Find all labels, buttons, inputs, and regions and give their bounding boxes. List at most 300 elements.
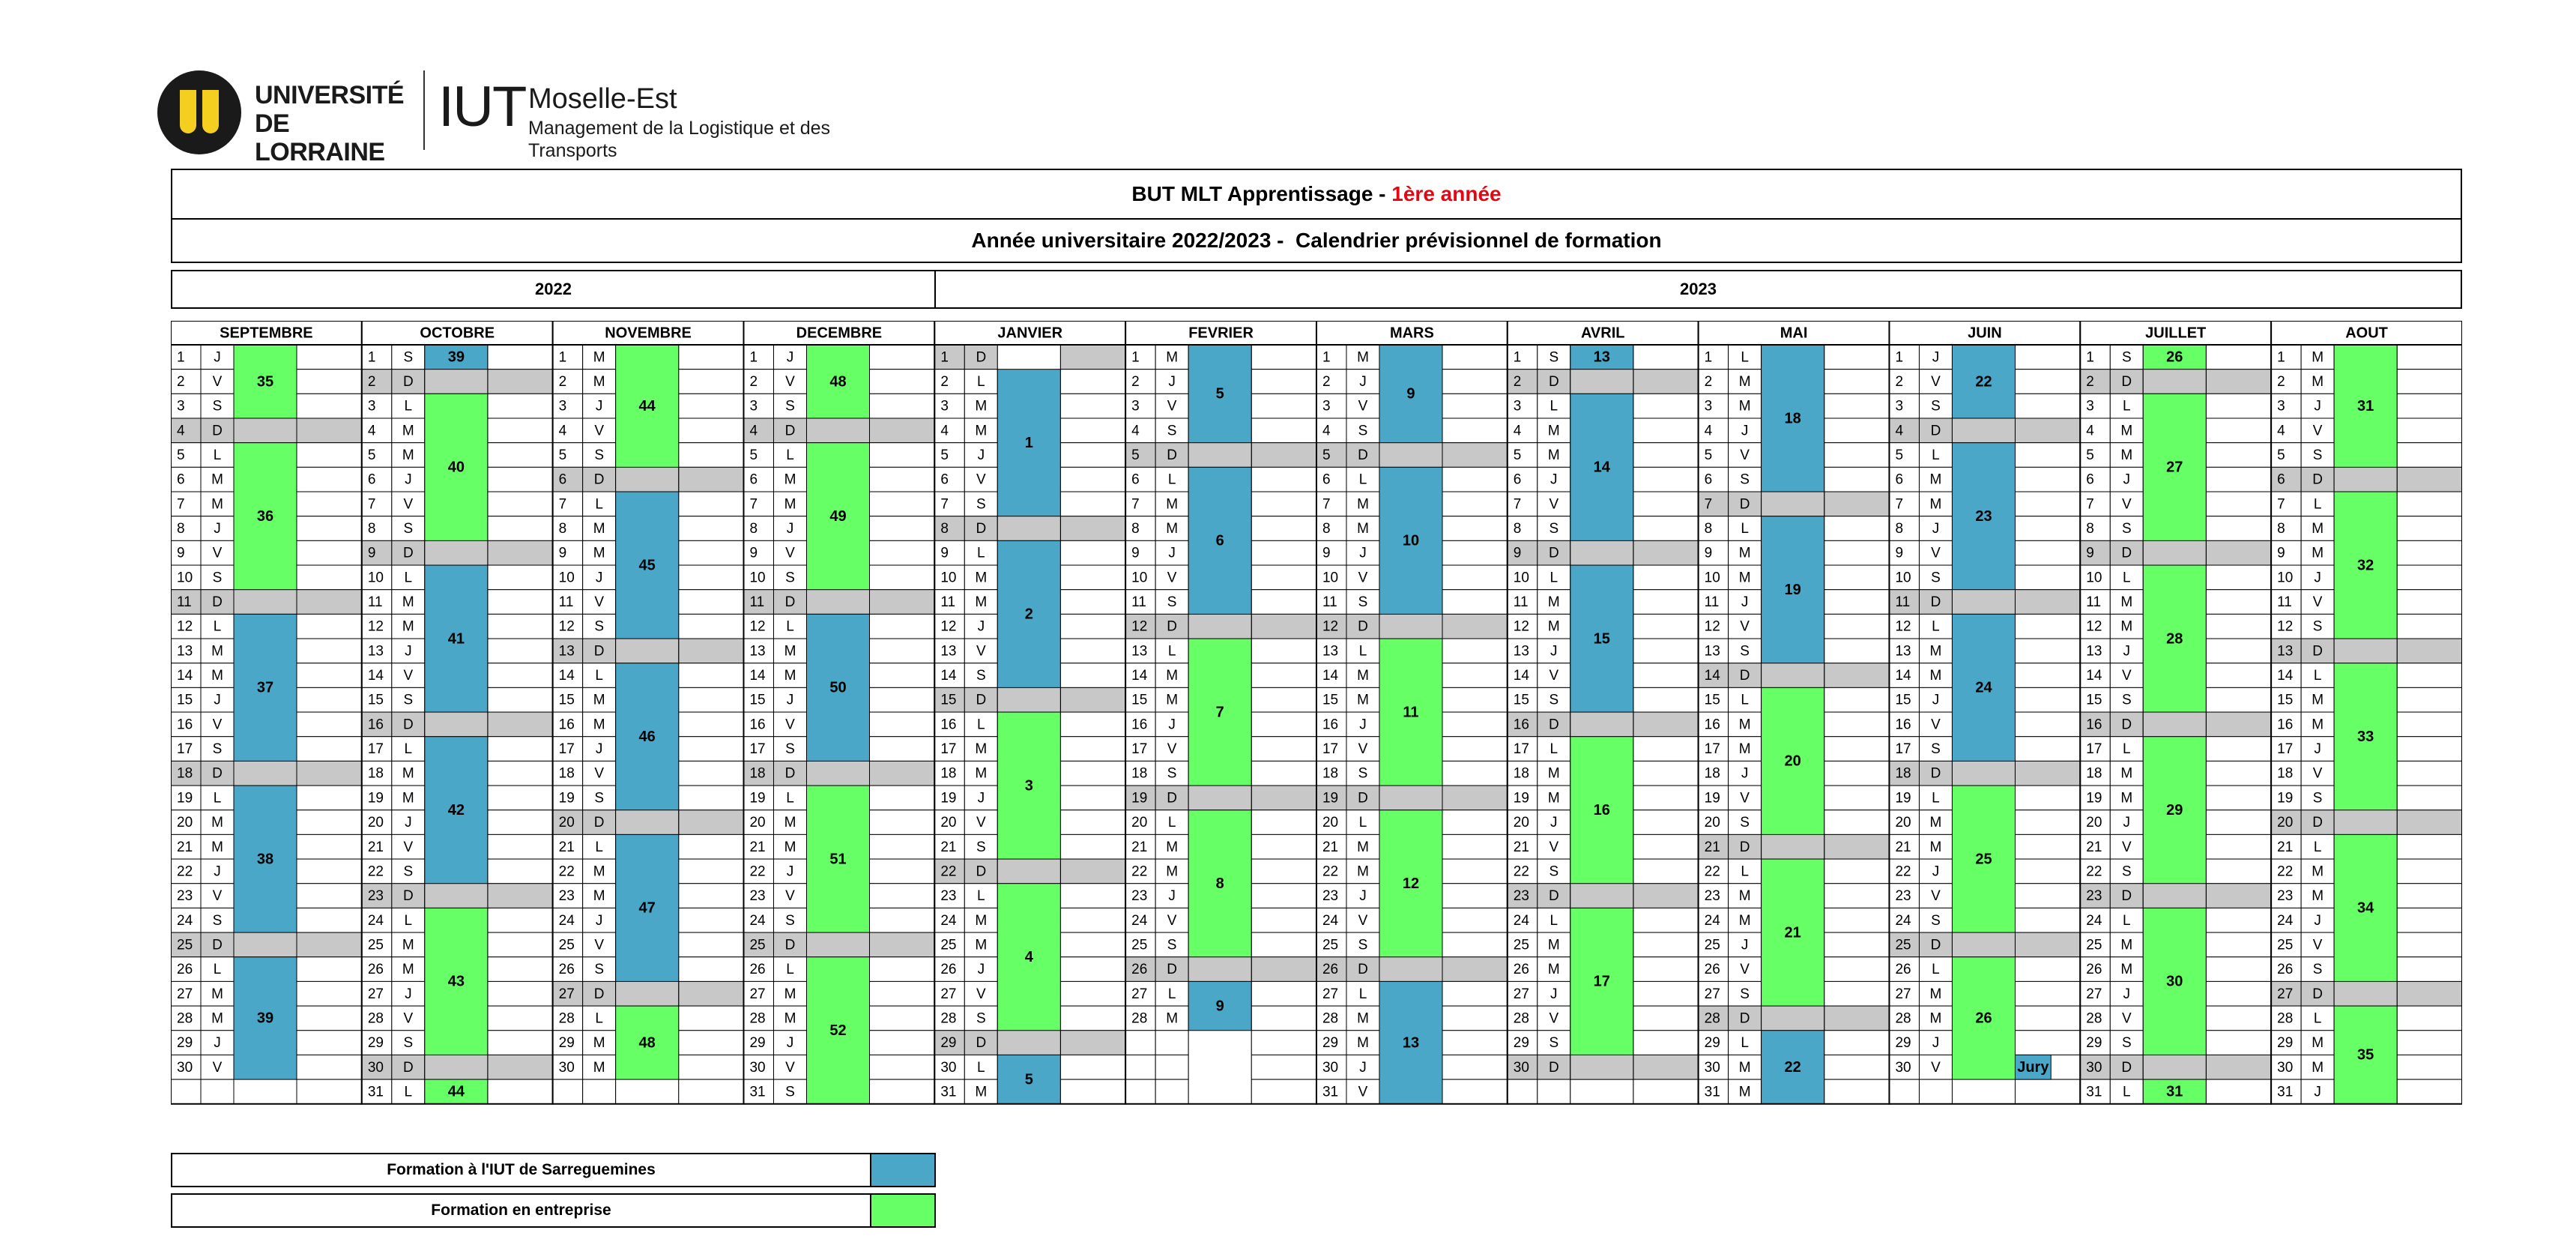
blank-cell xyxy=(488,712,553,737)
blank-cell xyxy=(1633,614,1699,639)
day-number: 27 xyxy=(1895,986,1911,1002)
month-column xyxy=(2080,321,2271,1104)
day-number: 18 xyxy=(1322,765,1339,782)
blank-cell xyxy=(1824,761,1890,786)
blank-cell xyxy=(1824,639,1890,663)
day-number: 19 xyxy=(1513,790,1529,807)
day-letter: S xyxy=(1740,471,1750,488)
blank-cell xyxy=(1824,957,1890,982)
day-number: 26 xyxy=(2086,962,2102,978)
day-number: 17 xyxy=(1895,741,1911,758)
day-letter: J xyxy=(214,1035,221,1052)
day-number: 15 xyxy=(1895,692,1911,708)
day-number: 25 xyxy=(367,937,384,953)
day-letter: S xyxy=(976,839,986,855)
day-number: 26 xyxy=(1513,962,1529,978)
day-letter: L xyxy=(2313,1010,2322,1027)
day-number: 4 xyxy=(1322,423,1331,439)
blank-cell xyxy=(2206,467,2271,492)
day-letter: D xyxy=(402,888,414,905)
blank-cell xyxy=(1442,834,1508,859)
blank-cell xyxy=(2397,908,2462,932)
day-number: 16 xyxy=(1513,717,1529,733)
day-letter: M xyxy=(1738,1084,1751,1100)
day-letter: L xyxy=(1167,471,1176,488)
blank-cell xyxy=(1824,1006,1890,1031)
day-number: 22 xyxy=(749,863,766,880)
day-number: 7 xyxy=(1131,496,1140,513)
department-name: Management de la Logistique et des Transports xyxy=(528,118,831,161)
week-number: 41 xyxy=(447,630,465,648)
day-letter: V xyxy=(785,374,795,391)
blank-cell xyxy=(2397,516,2462,541)
day-number: 1 xyxy=(1322,349,1331,366)
day-letter: J xyxy=(595,398,603,415)
week-number: 29 xyxy=(2166,802,2183,819)
day-number: 17 xyxy=(558,741,575,758)
day-number: 19 xyxy=(1322,790,1339,807)
day-letter: V xyxy=(976,986,986,1002)
day-number: 4 xyxy=(177,423,185,439)
day-number: 10 xyxy=(1895,570,1911,586)
day-letter: M xyxy=(211,496,223,513)
day-letter: V xyxy=(1931,545,1941,561)
day-number-cell xyxy=(743,443,773,468)
day-number-cell xyxy=(1889,516,1919,541)
day-number: 28 xyxy=(558,1010,575,1027)
blank-cell xyxy=(297,957,362,982)
day-letter: V xyxy=(2312,423,2323,439)
blank-cell xyxy=(488,614,553,639)
day-number-cell xyxy=(1889,394,1919,418)
day-letter: J xyxy=(1932,1035,1940,1052)
blank-cell xyxy=(869,540,934,565)
week-block-iut xyxy=(234,614,297,786)
day-letter: J xyxy=(1550,471,1558,488)
blank-cell xyxy=(679,957,744,982)
day-letter: J xyxy=(1168,717,1176,733)
day-number-cell xyxy=(2271,345,2301,370)
month-column xyxy=(171,321,362,1104)
week-number: 45 xyxy=(638,557,656,574)
day-letter: M xyxy=(1166,349,1179,366)
day-letter: S xyxy=(594,790,605,807)
day-letter: M xyxy=(2120,937,2133,953)
day-letter: L xyxy=(2123,741,2131,758)
day-number-cell xyxy=(1699,492,1729,516)
day-number: 31 xyxy=(2277,1084,2294,1100)
week-block-iut xyxy=(1570,394,1633,565)
day-number-cell xyxy=(1889,492,1919,516)
blank-cell xyxy=(297,908,362,932)
blank-cell xyxy=(2015,492,2080,516)
day-number-cell xyxy=(2080,443,2110,468)
day-letter: M xyxy=(1738,570,1751,586)
day-number: 21 xyxy=(1513,839,1529,855)
day-letter: M xyxy=(593,888,605,905)
blank-cell xyxy=(1442,884,1508,908)
day-number-cell xyxy=(1889,345,1919,370)
blank-cell xyxy=(488,443,553,468)
day-number-cell xyxy=(553,492,583,516)
blank-cell xyxy=(2206,443,2271,468)
day-letter: S xyxy=(403,349,414,366)
blank-cell xyxy=(1633,492,1699,516)
blank-cell xyxy=(2397,1031,2462,1055)
day-number: 12 xyxy=(1322,618,1339,635)
day-letter: J xyxy=(2314,398,2321,415)
day-letter: L xyxy=(404,398,413,415)
blank-cell xyxy=(488,394,553,418)
blank-cell xyxy=(1442,932,1508,957)
blank-cell xyxy=(1824,932,1890,957)
day-letter: V xyxy=(1358,912,1368,929)
day-number: 3 xyxy=(749,398,758,415)
day-number: 15 xyxy=(558,692,575,708)
blank-cell xyxy=(1251,614,1316,639)
blank-cell xyxy=(1251,712,1316,737)
day-letter: L xyxy=(1549,912,1558,929)
blank-cell xyxy=(1633,1079,1699,1104)
week-number: 39 xyxy=(447,349,465,366)
blank-cell xyxy=(2015,981,2080,1006)
day-number: 3 xyxy=(558,398,567,415)
week-block-iut xyxy=(1762,345,1824,516)
blank-cell xyxy=(1251,394,1316,418)
blank-cell xyxy=(679,761,744,786)
blank-cell xyxy=(488,492,553,516)
day-letter: L xyxy=(1741,521,1749,537)
blank-cell xyxy=(2206,345,2271,370)
day-number: 6 xyxy=(1322,471,1331,488)
day-number-cell xyxy=(1508,418,1538,443)
day-letter: M xyxy=(1547,937,1560,953)
day-number-cell xyxy=(2080,418,2110,443)
blank-cell xyxy=(297,1079,362,1104)
day-number: 11 xyxy=(558,594,574,611)
day-number: 28 xyxy=(1895,1010,1911,1027)
blank-cell xyxy=(2015,467,2080,492)
sunday-band xyxy=(425,540,488,565)
blank-cell xyxy=(488,565,553,590)
month-name: DECEMBRE xyxy=(796,325,883,342)
day-number: 27 xyxy=(1131,986,1148,1002)
day-number: 2 xyxy=(1322,374,1331,391)
day-letter: J xyxy=(977,618,985,635)
day-number: 23 xyxy=(940,888,957,905)
week-block-entreprise xyxy=(234,443,297,615)
day-letter: M xyxy=(1357,1010,1369,1027)
day-letter: M xyxy=(1738,741,1751,758)
blank-cell xyxy=(679,884,744,908)
day-number: 10 xyxy=(2277,570,2294,586)
day-number: 12 xyxy=(177,618,193,635)
day-number: 1 xyxy=(749,349,758,366)
day-number: 9 xyxy=(1131,545,1140,561)
day-number: 17 xyxy=(1513,741,1529,758)
blank-cell xyxy=(297,1006,362,1031)
blank-cell xyxy=(1442,418,1508,443)
day-number-cell xyxy=(2080,467,2110,492)
blank-cell xyxy=(679,639,744,663)
day-number-cell xyxy=(934,418,964,443)
day-number: 1 xyxy=(1513,349,1522,366)
day-letter: M xyxy=(1166,863,1179,880)
week-number: 39 xyxy=(256,1010,274,1027)
month-name: FEVRIER xyxy=(1188,325,1254,342)
blank-cell xyxy=(679,712,744,737)
day-number: 14 xyxy=(1704,668,1720,684)
blank-cell xyxy=(1060,345,1125,370)
day-letter: L xyxy=(213,618,222,635)
day-letter: V xyxy=(2121,839,2132,855)
day-number: 8 xyxy=(1895,521,1904,537)
day-letter: S xyxy=(2121,1035,2132,1052)
blank-cell xyxy=(2206,590,2271,615)
day-number-cell xyxy=(553,467,583,492)
day-number-cell xyxy=(2271,467,2301,492)
day-number: 23 xyxy=(2086,888,2102,905)
day-letter: V xyxy=(785,1059,795,1076)
day-letter-cell xyxy=(1919,1079,1952,1104)
day-number-cell xyxy=(1316,516,1346,541)
blank-cell xyxy=(1633,1031,1699,1055)
day-number: 24 xyxy=(1322,912,1339,929)
day-letter: M xyxy=(1357,521,1369,537)
day-number: 16 xyxy=(749,717,766,733)
blank-cell xyxy=(297,981,362,1006)
week-number: 33 xyxy=(2357,729,2374,746)
day-number: 17 xyxy=(2086,741,2102,758)
day-letter: M xyxy=(1929,1010,1942,1027)
year-label: 2023 xyxy=(1680,280,1717,298)
blank-cell xyxy=(1824,1031,1890,1055)
day-number: 14 xyxy=(1513,668,1529,684)
blank-cell xyxy=(1251,687,1316,712)
day-number: 22 xyxy=(1895,863,1911,880)
sunday-band xyxy=(1952,418,2015,443)
day-letter: V xyxy=(1740,447,1750,464)
blank-cell xyxy=(869,492,934,516)
calendar-grid xyxy=(171,321,2462,1105)
blank-cell xyxy=(2015,516,2080,541)
blank-cell xyxy=(869,687,934,712)
week-number: 32 xyxy=(2357,557,2374,574)
day-letter: S xyxy=(785,1084,795,1100)
day-number: 19 xyxy=(940,790,957,807)
day-letter: L xyxy=(1167,986,1176,1002)
day-letter: M xyxy=(2120,447,2133,464)
blank-cell xyxy=(488,908,553,932)
day-number-cell xyxy=(2080,345,2110,370)
day-number: 7 xyxy=(1895,496,1904,513)
blank-cell xyxy=(869,1079,934,1104)
day-letter: L xyxy=(1932,447,1940,464)
day-number-cell xyxy=(743,394,773,418)
blank-cell xyxy=(869,565,934,590)
day-letter: S xyxy=(212,398,223,415)
day-number: 7 xyxy=(2086,496,2094,513)
day-number: 18 xyxy=(1704,765,1720,782)
day-number: 8 xyxy=(367,521,376,537)
day-letter: D xyxy=(1930,937,1941,953)
week-block-entreprise xyxy=(806,786,869,957)
day-number-cell xyxy=(1508,345,1538,370)
day-number: 8 xyxy=(2086,521,2094,537)
sunday-band xyxy=(2143,1055,2206,1079)
sunday-band xyxy=(806,932,869,957)
day-letter: M xyxy=(1357,692,1369,708)
blank-cell xyxy=(2397,932,2462,957)
day-letter: D xyxy=(976,349,987,366)
day-number: 15 xyxy=(1704,692,1720,708)
blank-cell xyxy=(2015,687,2080,712)
day-number: 11 xyxy=(367,594,383,611)
day-letter: L xyxy=(977,1059,985,1076)
day-number-cell xyxy=(743,467,773,492)
day-letter: D xyxy=(1167,618,1178,635)
blank-cell xyxy=(1442,614,1508,639)
blank-cell xyxy=(679,565,744,590)
day-number: 29 xyxy=(558,1035,575,1052)
day-letter: M xyxy=(784,986,796,1002)
blank-cell xyxy=(1251,467,1316,492)
day-letter: S xyxy=(1740,643,1750,660)
day-letter: M xyxy=(211,643,223,660)
day-number: 3 xyxy=(2086,398,2094,415)
blank-cell xyxy=(2397,859,2462,884)
blank-cell xyxy=(1824,981,1890,1006)
day-letter: D xyxy=(402,1059,414,1076)
day-number: 26 xyxy=(177,962,193,978)
day-number: 20 xyxy=(2086,815,2102,831)
blank-cell xyxy=(2206,786,2271,810)
week-block-iut xyxy=(1188,467,1251,639)
week-number: 12 xyxy=(1402,875,1420,893)
blank-cell xyxy=(1824,590,1890,615)
blank-cell xyxy=(488,687,553,712)
day-letter: J xyxy=(786,521,794,537)
day-number-cell xyxy=(171,492,201,516)
day-number-cell xyxy=(553,443,583,468)
day-letter: J xyxy=(786,1035,794,1052)
day-letter: M xyxy=(975,570,988,586)
day-number: 31 xyxy=(940,1084,957,1100)
day-number: 25 xyxy=(749,937,766,953)
day-number: 18 xyxy=(2086,765,2102,782)
day-number: 8 xyxy=(177,521,185,537)
day-number: 22 xyxy=(558,863,575,880)
month-column xyxy=(1125,321,1316,1104)
day-number-cell xyxy=(1316,443,1346,468)
day-letter: S xyxy=(1931,570,1941,586)
day-number: 24 xyxy=(177,912,193,929)
blank-cell xyxy=(1633,443,1699,468)
day-number: 9 xyxy=(1513,545,1522,561)
blank-cell xyxy=(2206,663,2271,688)
day-letter: M xyxy=(975,741,988,758)
blank-cell xyxy=(869,908,934,932)
blank-cell xyxy=(869,859,934,884)
day-number-cell xyxy=(1699,345,1729,370)
blank-cell xyxy=(1060,712,1125,737)
blank-cell xyxy=(1824,516,1890,541)
day-letter: L xyxy=(1741,692,1749,708)
blank-cell xyxy=(2015,1031,2080,1055)
day-letter: V xyxy=(594,594,605,611)
blank-cell xyxy=(297,932,362,957)
day-number: 22 xyxy=(177,863,193,880)
day-number: 22 xyxy=(1131,863,1148,880)
blank-cell xyxy=(2015,345,2080,370)
day-number: 25 xyxy=(2086,937,2102,953)
blank-cell xyxy=(2397,590,2462,615)
day-number: 1 xyxy=(177,349,185,366)
blank-cell xyxy=(869,761,934,786)
sunday-band xyxy=(616,467,679,492)
day-number: 14 xyxy=(177,668,193,684)
blank-cell xyxy=(1060,516,1125,541)
day-number: 4 xyxy=(940,423,949,439)
day-letter: M xyxy=(1357,496,1369,513)
day-letter: J xyxy=(977,447,985,464)
blank-cell xyxy=(297,565,362,590)
day-letter: D xyxy=(212,423,223,439)
blank-cell xyxy=(869,418,934,443)
day-letter: S xyxy=(1931,398,1941,415)
sunday-band xyxy=(234,590,297,615)
blank-cell xyxy=(679,492,744,516)
blank-cell xyxy=(1633,1006,1699,1031)
blank-cell xyxy=(488,737,553,762)
day-number: 17 xyxy=(2277,741,2294,758)
day-number: 10 xyxy=(749,570,766,586)
day-letter: M xyxy=(1357,668,1369,684)
day-number: 25 xyxy=(1322,937,1339,953)
day-number: 27 xyxy=(1322,986,1339,1002)
blank-cell xyxy=(1060,418,1125,443)
blank-cell xyxy=(297,1055,362,1079)
day-letter: M xyxy=(975,912,988,929)
blank-cell xyxy=(2015,614,2080,639)
day-number: 2 xyxy=(367,374,376,391)
blank-cell xyxy=(1251,639,1316,663)
day-letter: L xyxy=(1358,643,1367,660)
blank-cell xyxy=(1442,1079,1508,1104)
sunday-band xyxy=(997,516,1060,541)
day-number: 9 xyxy=(1704,545,1713,561)
blank-cell xyxy=(1442,810,1508,835)
blank-cell xyxy=(1824,884,1890,908)
blank-cell xyxy=(1060,786,1125,810)
week-number: 1 xyxy=(1024,434,1033,451)
week-block-iut xyxy=(1379,467,1442,639)
week-number: 6 xyxy=(1215,532,1224,549)
day-number: 5 xyxy=(1704,447,1713,464)
blank-cell xyxy=(2397,981,2462,1006)
universite-lorraine-logo xyxy=(157,70,241,154)
day-number: 13 xyxy=(1704,643,1720,660)
day-letter: S xyxy=(2121,349,2132,366)
blank-cell xyxy=(2206,370,2271,394)
day-number: 12 xyxy=(2086,618,2102,635)
day-letter: D xyxy=(1548,374,1559,391)
day-letter: J xyxy=(1741,765,1749,782)
day-letter: M xyxy=(2120,423,2133,439)
day-number: 1 xyxy=(940,349,949,366)
blank-cell xyxy=(488,418,553,443)
day-letter: M xyxy=(2312,374,2324,391)
